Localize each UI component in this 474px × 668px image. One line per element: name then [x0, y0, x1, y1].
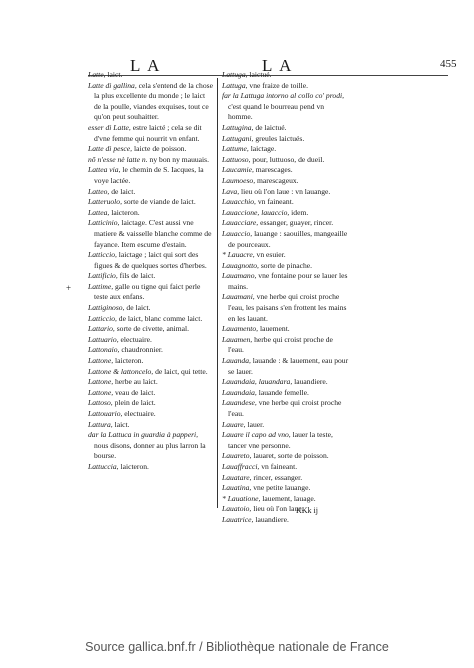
entry-definition: vn faineant. [255, 197, 294, 207]
dictionary-entry [88, 155, 214, 166]
dictionary-entry [88, 123, 214, 144]
dictionary-entry [222, 271, 350, 292]
entry-definition: lauement, lauage. [260, 493, 316, 503]
entry-headword: Lattura, [88, 419, 113, 429]
entry-definition: lauande femelle. [256, 387, 309, 397]
dictionary-entry [88, 420, 214, 431]
dictionary-entry [222, 229, 350, 250]
dictionary-entry [222, 292, 350, 324]
source-footer: Source gallica.bnf.fr / Bibliothèque nationale de France [85, 640, 389, 654]
entry-headword: Latte di gallina, [88, 80, 137, 90]
entry-definition: cela s'entend de la chose la plus excellente du monde ; le laict de la poulle, viandes exquises, tout ce qu'on peut souhaitter. [94, 80, 213, 122]
entry-headword: Lauacchio, [222, 197, 256, 207]
dictionary-entry [222, 494, 350, 505]
dictionary-entry [88, 430, 214, 462]
dictionary-entry [222, 70, 350, 81]
entry-definition: marescageux. [255, 175, 299, 185]
entry-headword: Latticcio, [88, 250, 117, 260]
entry-definition: galle ou tigne qui faict perle teste aux enfans. [94, 281, 201, 302]
entry-headword: Lauatare, [222, 472, 252, 482]
entry-headword: Lattea, [88, 207, 110, 217]
entry-definition: herbe qui croist proche de l'eau. [228, 334, 333, 355]
entry-definition: de laict, qui tette. [153, 366, 208, 376]
dictionary-entry [88, 144, 214, 155]
dictionary-entry [222, 187, 350, 198]
entry-headword: * Lauacre, [222, 250, 255, 260]
entry-definition: vne herbe qui croist proche l'eau, les paisans s'en frottent les mains en les lauant. [228, 292, 347, 323]
dictionary-entry [222, 165, 350, 176]
entry-headword: nõ n'esse nè latte n. [88, 154, 148, 164]
signature-mark: KKk ij [296, 506, 318, 515]
entry-headword: far la Lattuga intorno al collo co' prodi, [222, 91, 345, 101]
dictionary-entry [222, 430, 350, 451]
dictionary-entry [88, 356, 214, 367]
dictionary-entry [222, 81, 350, 92]
entry-headword: Lattificio, [88, 271, 118, 281]
dictionary-entry [222, 451, 350, 462]
entry-headword: Latteruolo, [88, 197, 122, 207]
entry-definition: ny bon ny mauuais. [147, 154, 210, 164]
entry-definition: sorte de pinache. [258, 260, 313, 270]
entry-headword: Lattime, [88, 281, 114, 291]
entry-headword: Lattuario, [88, 334, 119, 344]
entry-headword: Lauaffracci, [222, 461, 260, 471]
entry-definition: le chemin de S. Iacques, la voye lactée. [94, 165, 204, 185]
entry-definition: lauement. [258, 324, 290, 334]
entry-definition: laictage. [248, 144, 277, 154]
dictionary-entry [88, 70, 214, 81]
entry-definition: lauange : saouilles, mangeaille de pourceaux. [228, 228, 348, 249]
dictionary-entry [88, 165, 214, 186]
entry-headword: Lauatina, [222, 483, 252, 493]
entry-definition: electuaire. [122, 409, 156, 418]
right-column [222, 70, 350, 526]
entry-definition: idem. [289, 207, 309, 217]
entry-headword: Lauatoio, [222, 504, 252, 514]
entry-headword: Lattuga, [222, 70, 248, 79]
dictionary-entry [88, 197, 214, 208]
entry-definition: de laictué. [253, 122, 287, 132]
dictionary-entry [88, 462, 214, 473]
entry-definition: laicteron. [118, 461, 149, 471]
entry-definition: laict. [112, 419, 130, 429]
entry-headword: Lattugina, [222, 122, 254, 132]
dictionary-entry [222, 176, 350, 187]
entry-definition: vn esuier. [254, 250, 286, 260]
running-header-left: L A [130, 56, 162, 75]
entry-headword: Latticinio, [88, 218, 120, 228]
dictionary-entry [88, 345, 214, 356]
entry-headword: Lauagnotto, [222, 260, 259, 270]
entry-definition: chaudronnier. [119, 345, 163, 355]
dictionary-entry [222, 377, 350, 388]
entry-definition: rincer, essanger. [251, 472, 303, 482]
entry-headword: Lattuccia, [88, 461, 119, 471]
entry-definition: de laict. [124, 303, 151, 313]
entry-definition: lauer la teste, tancer vne personne. [228, 430, 333, 450]
entry-definition: lauer. [245, 419, 265, 429]
entry-headword: Lauaccione, lauaccio, [222, 207, 290, 217]
dictionary-entry [88, 388, 214, 399]
dictionary-entry [88, 409, 214, 420]
entry-headword: Lauare il capo ad vno, [222, 430, 291, 440]
entry-headword: Lauandaia, lauandara, [222, 377, 293, 387]
entry-definition: laict. [105, 70, 123, 79]
entry-headword: Lattario, [88, 324, 115, 334]
left-column [88, 70, 214, 473]
entry-headword: Lattouario, [88, 409, 123, 418]
entry-definition: laicteron. [109, 207, 140, 217]
dictionary-entry [222, 218, 350, 229]
entry-headword: Laucamie, [222, 165, 254, 175]
entry-headword: Lauandaia, [222, 387, 257, 397]
entry-definition: sorte de civette, animal. [114, 324, 190, 334]
dictionary-entry [222, 356, 350, 377]
entry-definition: lauaret, sorte de poisson. [251, 451, 329, 461]
dictionary-entry [222, 250, 350, 261]
dictionary-entry [88, 377, 214, 388]
entry-definition: essanger, guayer, rincer. [258, 218, 334, 228]
entry-definition: vne fraize de toille. [247, 80, 309, 90]
margin-mark: + [66, 283, 72, 293]
entry-headword: Lauacciare, [222, 218, 259, 228]
entry-headword: Lattoso, [88, 398, 113, 408]
entry-headword: Lattugani, [222, 133, 254, 143]
dictionary-entry [222, 398, 350, 419]
dictionary-entry [88, 208, 214, 219]
entry-headword: Latte, [88, 70, 106, 79]
entry-headword: Latte di pesce, [88, 144, 133, 154]
entry-headword: * Lauatione, [222, 493, 261, 503]
entry-definition: de laict. [109, 186, 136, 196]
entry-definition: laictage ; laict qui sort des figues & de quelques sortes d'herbes. [94, 250, 207, 270]
dictionary-entry [222, 324, 350, 335]
entry-headword: Lauare, [222, 419, 246, 429]
entry-headword: Lattone, [88, 377, 114, 387]
entry-headword: Lauatrice, [222, 514, 254, 524]
dictionary-entry [222, 420, 350, 431]
dictionary-entry [88, 324, 214, 335]
entry-definition: sorte de viande de laict. [121, 197, 196, 207]
entry-headword: Lauamen, [222, 334, 253, 344]
entry-definition: plein de laict. [112, 398, 156, 408]
entry-definition: vn faineant. [259, 461, 298, 471]
dictionary-entry [88, 282, 214, 303]
entry-definition: laicteron. [113, 356, 144, 366]
entry-definition: electuaire. [118, 334, 152, 344]
entry-definition: vne petite lauange. [251, 483, 311, 493]
entry-headword: Lattonaio, [88, 345, 120, 355]
entry-headword: Latticcio, [88, 313, 117, 323]
entry-headword: Lattone & lattoncelo, [88, 366, 154, 376]
entry-definition: lauandiere. [292, 377, 328, 387]
entry-headword: Lattiginoso, [88, 303, 125, 313]
dictionary-entry [222, 515, 350, 526]
dictionary-entry [222, 144, 350, 155]
dictionary-entry [222, 123, 350, 134]
entry-headword: Lattuga, [222, 80, 248, 90]
dictionary-entry [222, 134, 350, 145]
dictionary-entry [88, 367, 214, 378]
entry-definition: de laict, blanc comme laict. [116, 313, 203, 323]
entry-definition: c'est quand le bourreau pend vn homme. [228, 101, 325, 122]
dictionary-entry [88, 335, 214, 346]
entry-headword: Lattume, [222, 144, 249, 154]
entry-headword: esser di Latte, [88, 122, 131, 132]
dictionary-entry [88, 314, 214, 325]
entry-headword: Lava, [222, 186, 240, 196]
entry-headword: Lauamani, [222, 292, 255, 302]
entry-headword: Lattone, [88, 387, 114, 397]
entry-definition: estre laicté ; cela se dit d'vne femme qui nourrit vn enfant. [94, 122, 202, 143]
entry-definition: laictué. [247, 70, 272, 79]
entry-definition: laicte de poisson. [132, 144, 187, 154]
dictionary-entry [222, 91, 350, 123]
entry-definition: nous disons, donner au plus larron la bourse. [94, 440, 206, 461]
entry-definition: pour, luttuoso, de dueil. [250, 154, 325, 164]
dictionary-entry [88, 303, 214, 314]
entry-headword: Lauareto, [222, 451, 252, 461]
entry-headword: Lauandese, [222, 398, 257, 408]
dictionary-entry [88, 81, 214, 123]
column-divider [217, 78, 218, 508]
dictionary-entry [222, 197, 350, 208]
dictionary-entry [88, 271, 214, 282]
dictionary-entry [222, 462, 350, 473]
entry-definition: veau de laict. [113, 387, 156, 397]
dictionary-entry [222, 208, 350, 219]
entry-definition: marescages. [253, 165, 293, 175]
entry-headword: Lauamento, [222, 324, 259, 334]
entry-definition: lieu où l'on laue : vn lauange. [239, 186, 331, 196]
entry-headword: Latteo, [88, 186, 110, 196]
dictionary-entry [222, 388, 350, 399]
dictionary-entry [222, 335, 350, 356]
dictionary-entry [88, 250, 214, 271]
dictionary-entry [88, 218, 214, 250]
entry-headword: Laumoeso, [222, 175, 256, 185]
dictionary-entry [88, 398, 214, 409]
dictionary-entry [222, 155, 350, 166]
entry-headword: Lauanda, [222, 356, 251, 366]
entry-headword: Lattea via, [88, 165, 121, 175]
entry-definition: vne herbe qui croist proche l'eau. [228, 398, 342, 418]
entry-definition: lauandiere. [253, 514, 289, 524]
dictionary-entry [222, 261, 350, 272]
page-number: 455 [440, 58, 457, 70]
running-header-right: L A [262, 56, 294, 75]
entry-definition: greules laictués. [253, 133, 305, 143]
dictionary-entry [222, 473, 350, 484]
dictionary-entry [88, 187, 214, 198]
entry-definition: lieu où l'on laue. [251, 504, 304, 514]
entry-headword: Lauaccio, [222, 228, 253, 238]
entry-definition: herbe au laict. [113, 377, 158, 387]
entry-definition: vne fontaine pour se lauer les mains. [228, 271, 348, 291]
entry-headword: Lattuoso, [222, 154, 251, 164]
dictionary-entry [222, 483, 350, 494]
dictionary-entry [222, 504, 350, 515]
entry-definition: fils de laict. [117, 271, 156, 281]
entry-definition: lauande : & lauement, eau pour se lauer. [228, 356, 349, 376]
entry-headword: dar la Lattuca in guardia à papperi, [88, 430, 199, 440]
entry-headword: Lauamano, [222, 271, 257, 281]
entry-definition: laictage. C'est aussi vne matiere & vaisselle blanche comme de fayance. Item escume d'estain. [94, 218, 212, 249]
entry-headword: Lattone, [88, 356, 114, 366]
